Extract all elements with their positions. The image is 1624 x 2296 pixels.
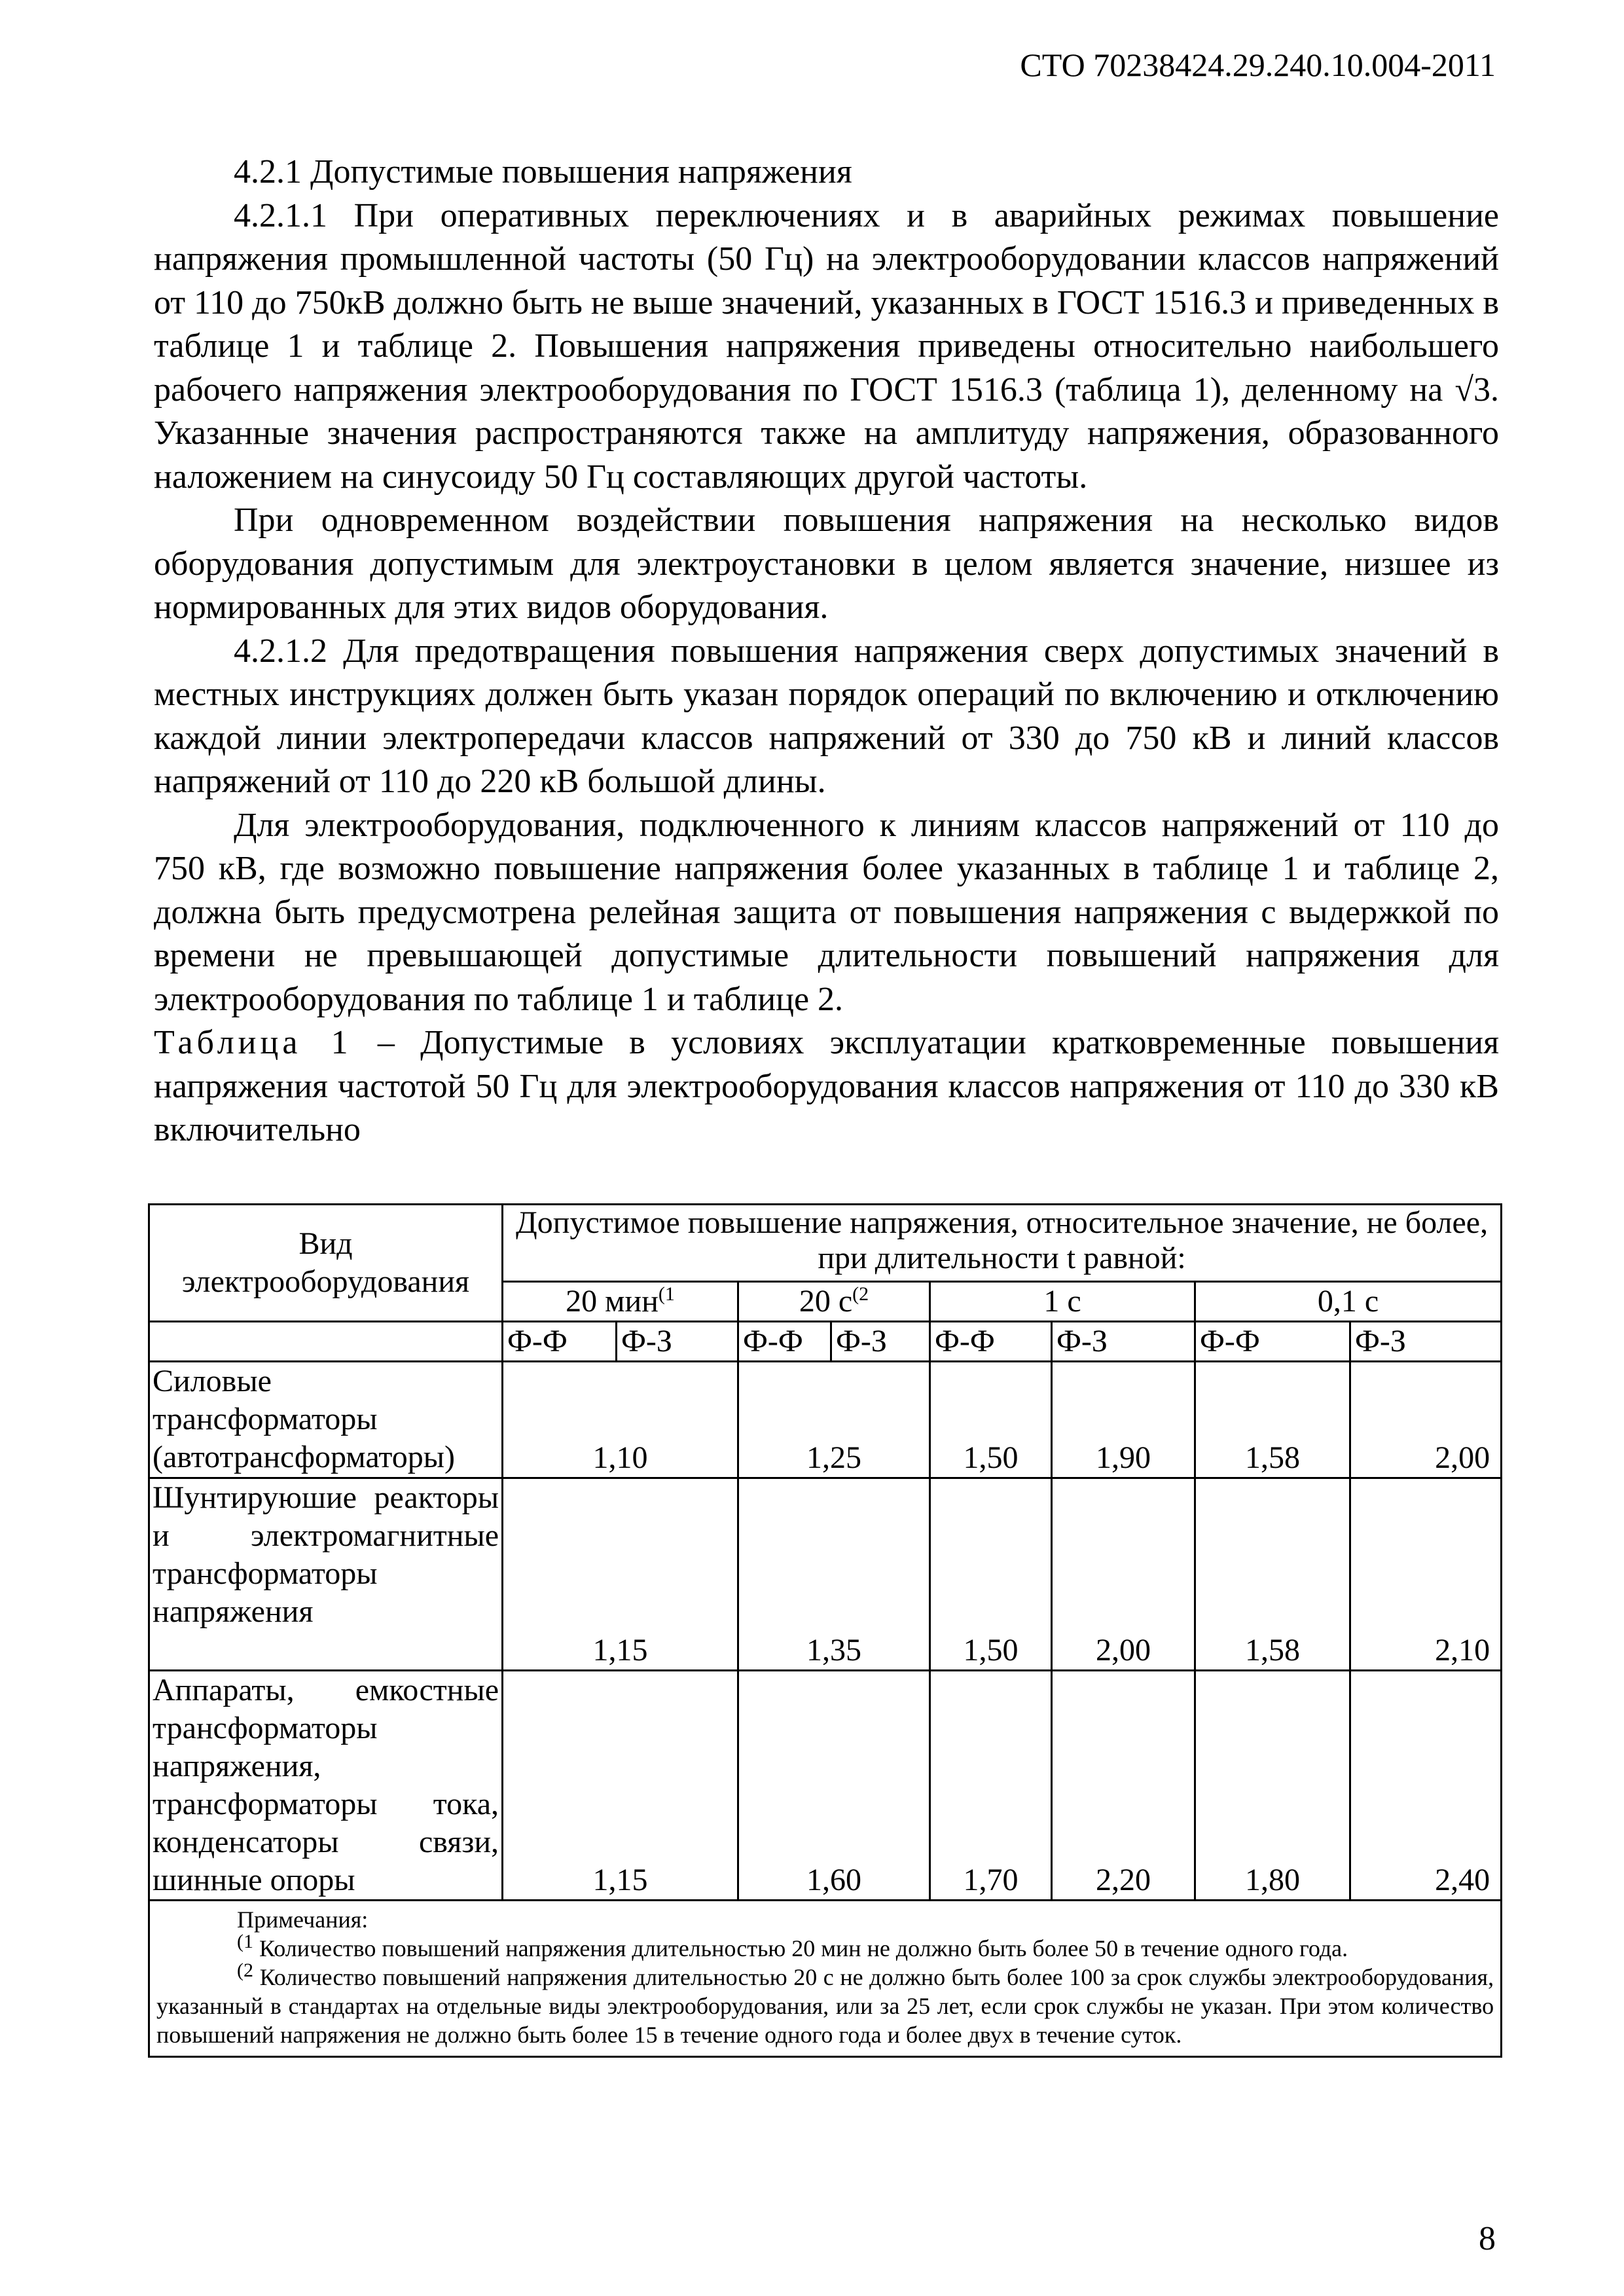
paragraph-4-2-1-1: 4.2.1.1 При оперативных переключениях и в аварийных режимах повышение напряжения промышленной частоты (50 Гц) на электрооборудовании классов напряжений от 110 до 750кВ должно быть не выше значений, указанных в ГОСТ 1516.3 и приведенных в таблице 1 и таблице 2. Повышения напряжения приведены относительно наибольшего рабочего напряжения электрооборудования по ГОСТ 1516.3 (таблица 1), деленному на √3. Указанные значения распространяются также на амплитуду напряжения, образованного наложением на синусоиду 50 Гц составляющих другой частоты. xyxy=(154,196,1499,496)
value-20s: 1,25 xyxy=(738,1362,930,1478)
value-1s-ff: 1,50 xyxy=(930,1362,1052,1478)
value-0-1s-fz: 2,10 xyxy=(1350,1478,1502,1671)
paragraph-relay-protection: Для электрооборудования, подключенного к линиям классов напряжений от 110 до 750 кВ, где возможно повышение напряжения более указанных в таблице 1 и таблице 2, должна быть предусмотрена релейная защита от повышения напряжения с выдержкой по времени не превышающей допустимые длительности повышений напряжения для электрооборудования по таблице 1 и таблице 2. xyxy=(154,806,1499,1018)
header-phase-ff: Ф-Ф xyxy=(1195,1322,1350,1362)
value-20s: 1,35 xyxy=(738,1478,930,1671)
header-phase-fz: Ф-З xyxy=(617,1322,738,1362)
page-number: 8 xyxy=(1479,2220,1496,2257)
value-0-1s-ff: 1,58 xyxy=(1195,1362,1350,1478)
note-1: $^{(1}$ Количество повышений напряжения длительностью 20 мин не должно быть более 50 в течение одного года. xyxy=(237,1931,1348,1961)
header-phase-empty xyxy=(149,1322,503,1362)
table-caption xyxy=(154,1021,1499,1152)
value-20min: 1,15 xyxy=(503,1671,738,1901)
table-row xyxy=(149,1671,1502,1901)
note-2: $^{(2}$ Количество повышений напряжения длительностью 20 с не должно быть более 100 за срок службы электрооборудования, указанный в стандартах на отдельные виды электрооборудования, или за 25 лет, если срок службы не указан. При этом количество повышений напряжения не должно быть более 15 в течение одного года и более двух в течение суток. xyxy=(156,1959,1494,2048)
header-duration-1s: 1 с xyxy=(930,1282,1195,1322)
value-20min: 1,15 xyxy=(503,1478,738,1671)
header-duration-20min: 20 мин$^{(1}$ xyxy=(503,1282,738,1322)
table-caption-text: – Допустимые в условиях эксплуатации кратковременные повышения напряжения частотой 50 Гц для электрооборудования классов напряжения от 110 до 330 кВ включительно xyxy=(154,1024,1499,1148)
body-text xyxy=(154,151,1499,1152)
header-equipment-kind: Вид электрооборудования xyxy=(149,1205,503,1322)
paragraph-simultaneous: При одновременном воздействии повышения напряжения на несколько видов оборудования допустимым для электроустановки в целом является значение, низшее из нормированных для этих видов оборудования. xyxy=(154,501,1499,626)
value-20min: 1,10 xyxy=(503,1362,738,1478)
value-1s-ff: 1,50 xyxy=(930,1478,1052,1671)
table-caption-label: Таблица 1 xyxy=(154,1024,352,1061)
table-row xyxy=(149,1478,1502,1671)
value-1s-fz: 2,00 xyxy=(1052,1478,1195,1671)
header-duration-0-1s: 0,1 с xyxy=(1195,1282,1502,1322)
value-1s-fz: 2,20 xyxy=(1052,1671,1195,1901)
value-0-1s-ff: 1,58 xyxy=(1195,1478,1350,1671)
header-phase-ff: Ф-Ф xyxy=(930,1322,1052,1362)
header-phase-ff: Ф-Ф xyxy=(738,1322,831,1362)
notes-title: Примечания: xyxy=(237,1906,369,1933)
value-0-1s-fz: 2,40 xyxy=(1350,1671,1502,1901)
table-notes xyxy=(149,1901,1502,2057)
table-notes-row xyxy=(149,1901,1502,2057)
value-0-1s-ff: 1,80 xyxy=(1195,1671,1350,1901)
voltage-table xyxy=(148,1203,1502,2058)
header-duration-20s: 20 $с^{(2}$ xyxy=(738,1282,930,1322)
header-allowed-increase: Допустимое повышение напряжения, относительное значение, не более, при длительности t равной: xyxy=(503,1205,1502,1282)
paragraph-4-2-1-2: 4.2.1.2 Для предотвращения повышения напряжения сверх допустимых значений в местных инструкциях должен быть указан порядок операций по включению и отключению каждой линии электропередачи классов напряжений от 330 до 750 кВ и линий классов напряжений от 110 до 220 кВ большой длины. xyxy=(154,632,1499,800)
header-phase-ff: Ф-Ф xyxy=(503,1322,617,1362)
equipment-kind: Аппараты, емкостные трансформаторы напряжения, трансформаторы тока, конденсаторы связи, шинные опоры xyxy=(149,1671,503,1901)
equipment-kind: Силовые трансформаторы (автотрансформаторы) xyxy=(149,1362,503,1478)
header-phase-fz: Ф-З xyxy=(1350,1322,1502,1362)
value-0-1s-fz: 2,00 xyxy=(1350,1362,1502,1478)
equipment-kind: Шунтируюшие реакторы и электромагнитные трансформаторы напряжения xyxy=(149,1478,503,1671)
table-row xyxy=(149,1362,1502,1478)
value-20s: 1,60 xyxy=(738,1671,930,1901)
document-code: СТО 70238424.29.240.10.004-2011 xyxy=(1020,46,1496,83)
section-heading: 4.2.1 Допустимые повышения напряжения xyxy=(234,153,852,191)
value-1s-fz: 1,90 xyxy=(1052,1362,1195,1478)
value-1s-ff: 1,70 xyxy=(930,1671,1052,1901)
header-phase-fz: Ф-З xyxy=(1052,1322,1195,1362)
header-phase-fz: Ф-З xyxy=(831,1322,930,1362)
